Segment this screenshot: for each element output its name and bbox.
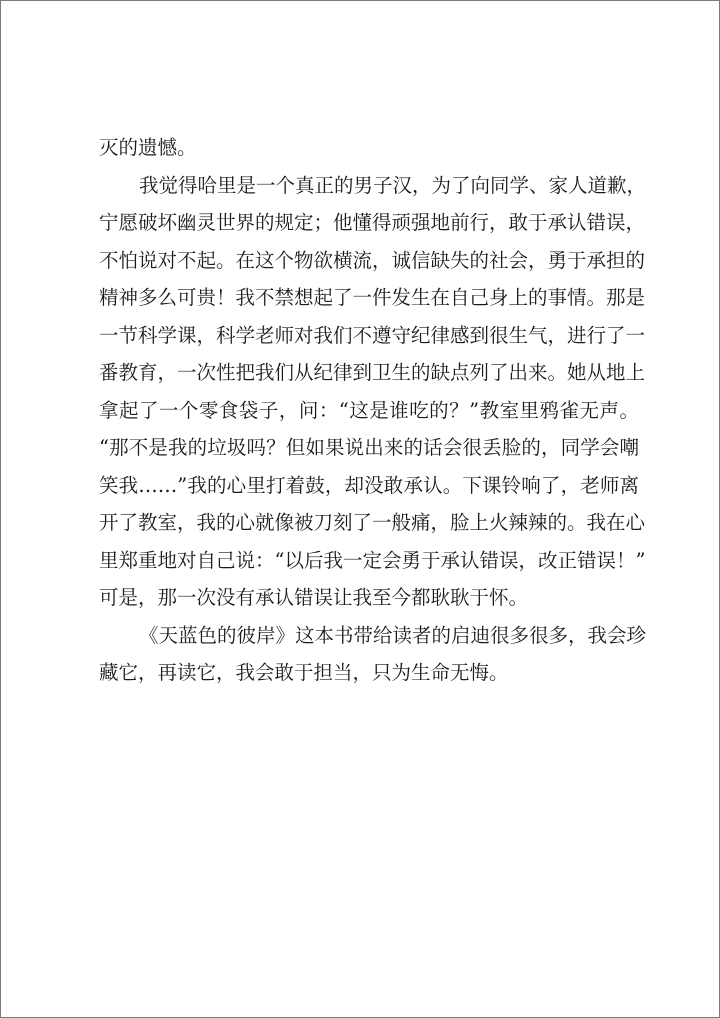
text-line: 里郑重地对自己说：“以后我一定会勇于承认错误，改正错误！” xyxy=(99,548,646,572)
text-line: 一节科学课，科学老师对我们不遵守纪律感到很生气，进行了一 xyxy=(99,323,646,347)
text-line: 藏它，再读它，我会敢于担当，只为生命无悔。 xyxy=(99,661,509,684)
text-line: 番教育，一次性把我们从纪律到卫生的缺点列了出来。她从地上 xyxy=(99,361,646,384)
document-body xyxy=(99,129,647,692)
text-line: 宁愿破坏幽灵世界的规定；他懂得顽强地前行，敢于承认错误， xyxy=(99,211,646,234)
text-line: 精神多么可贵！我不禁想起了一件发生在自己身上的事情。那是 xyxy=(99,286,646,309)
text-line: 开了教室，我的心就像被刀刻了一般痛，脸上火辣辣的。我在心 xyxy=(99,511,646,534)
paragraph-2 xyxy=(99,167,647,617)
paragraph-3 xyxy=(99,617,647,692)
paragraph-1 xyxy=(99,129,639,167)
text-line: 不怕说对不起。在这个物欲横流，诚信缺失的社会，勇于承担的 xyxy=(99,248,646,272)
text-line: 可是，那一次没有承认错误让我至今都耿耿于怀。 xyxy=(99,586,529,609)
text-line: 《天蓝色的彼岸》这本书带给读者的启迪很多很多，我会珍 xyxy=(139,623,647,647)
text-line: 灭的遗憾。 xyxy=(99,136,197,159)
text-line: “那不是我的垃圾吗？但如果说出来的话会很丢脸的，同学会嘲 xyxy=(99,436,639,459)
text-line: 拿起了一个零食袋子，问：“这是谁吃的？”教室里鸦雀无声。 xyxy=(99,398,639,422)
text-line: 笑我……”我的心里打着鼓，却没敢承认。下课铃响了，老师离 xyxy=(99,473,639,497)
text-line: 我觉得哈里是一个真正的男子汉，为了向同学、家人道歉， xyxy=(139,173,647,197)
